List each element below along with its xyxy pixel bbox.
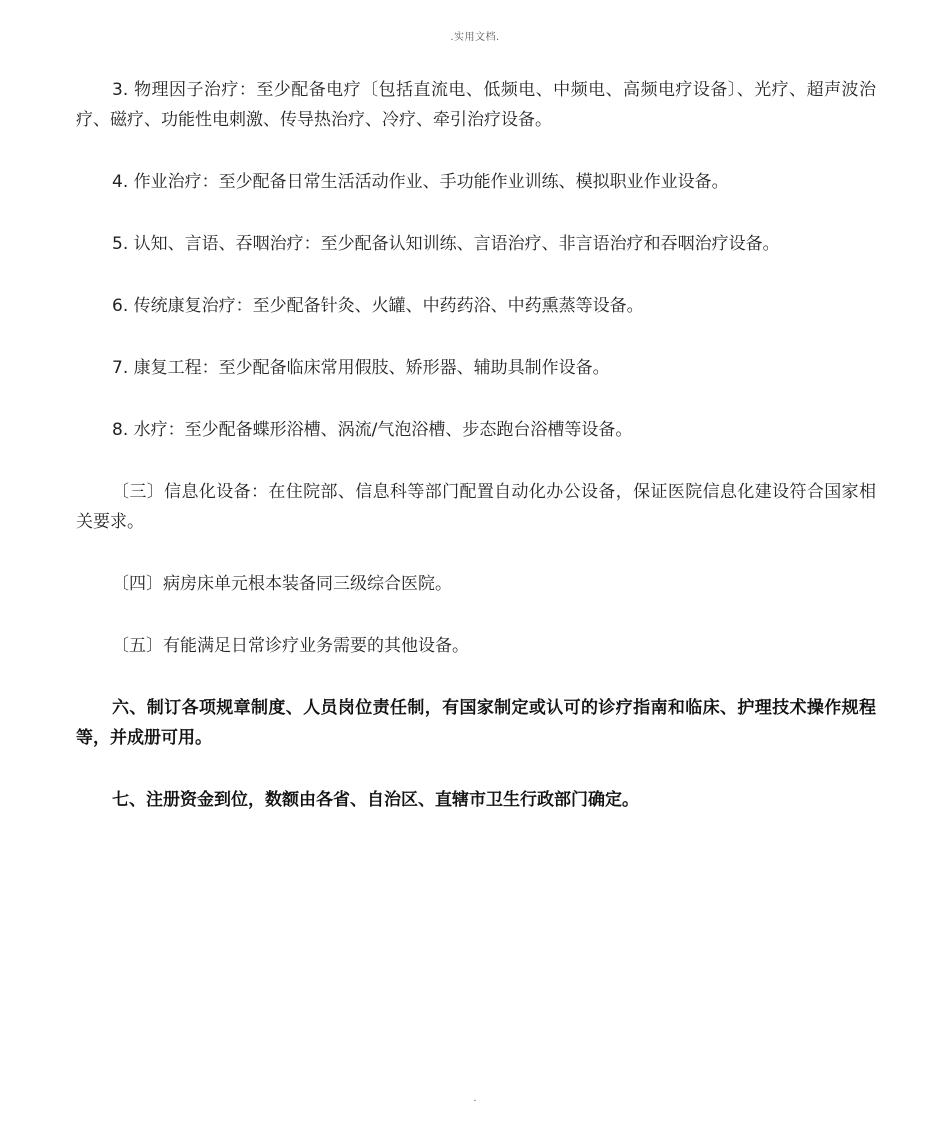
list-item-hydrotherapy: 8. 水疗：至少配备蝶形浴槽、涡流/气泡浴槽、步态跑台浴槽等设备。 [112, 420, 633, 440]
list-item-occupational-therapy: 4. 作业治疗：至少配备日常生活活动作业、手功能作业训练、模拟职业作业设备。 [112, 172, 729, 192]
section-heading-registered-capital: 七、注册资金到位，数额由各省、自治区、直辖市卫生行政部门确定。 [112, 790, 639, 810]
page-header: .实用文档. [450, 32, 500, 43]
section-heading-regulations: 六、制订各项规章制度、人员岗位责任制，有国家制定或认可的诊疗指南和临床、护理技术操作规程等，并成册可用。 [76, 698, 876, 748]
document-body [76, 75, 876, 847]
subsection-it-equipment: 〔三〕信息化设备：在住院部、信息科等部门配置自动化办公设备，保证医院信息化建设符合国家相关要求。 [76, 482, 876, 532]
page-footer: . [473, 1093, 477, 1104]
list-item-traditional-rehab: 6. 传统康复治疗：至少配备针灸、火罐、中药药浴、中药熏蒸等设备。 [112, 296, 644, 316]
list-item-rehab-engineering: 7. 康复工程：至少配备临床常用假肢、矫形器、辅助具制作设备。 [112, 358, 610, 378]
subsection-ward-bed-unit: 〔四〕病房床单元根本装备同三级综合医院。 [112, 574, 452, 594]
list-item-physical-therapy: 3. 物理因子治疗：至少配备电疗〔包括直流电、低频电、中频电、高频电疗设备〕、光疗、超声波治疗、磁疗、功能性电刺激、传导热治疗、冷疗、牵引治疗设备。 [76, 80, 876, 130]
subsection-other-equipment: 〔五〕有能满足日常诊疗业务需要的其他设备。 [112, 636, 469, 656]
list-item-cognition-speech-therapy: 5. 认知、言语、吞咽治疗：至少配备认知训练、言语治疗、非言语治疗和吞咽治疗设备。 [112, 234, 780, 254]
